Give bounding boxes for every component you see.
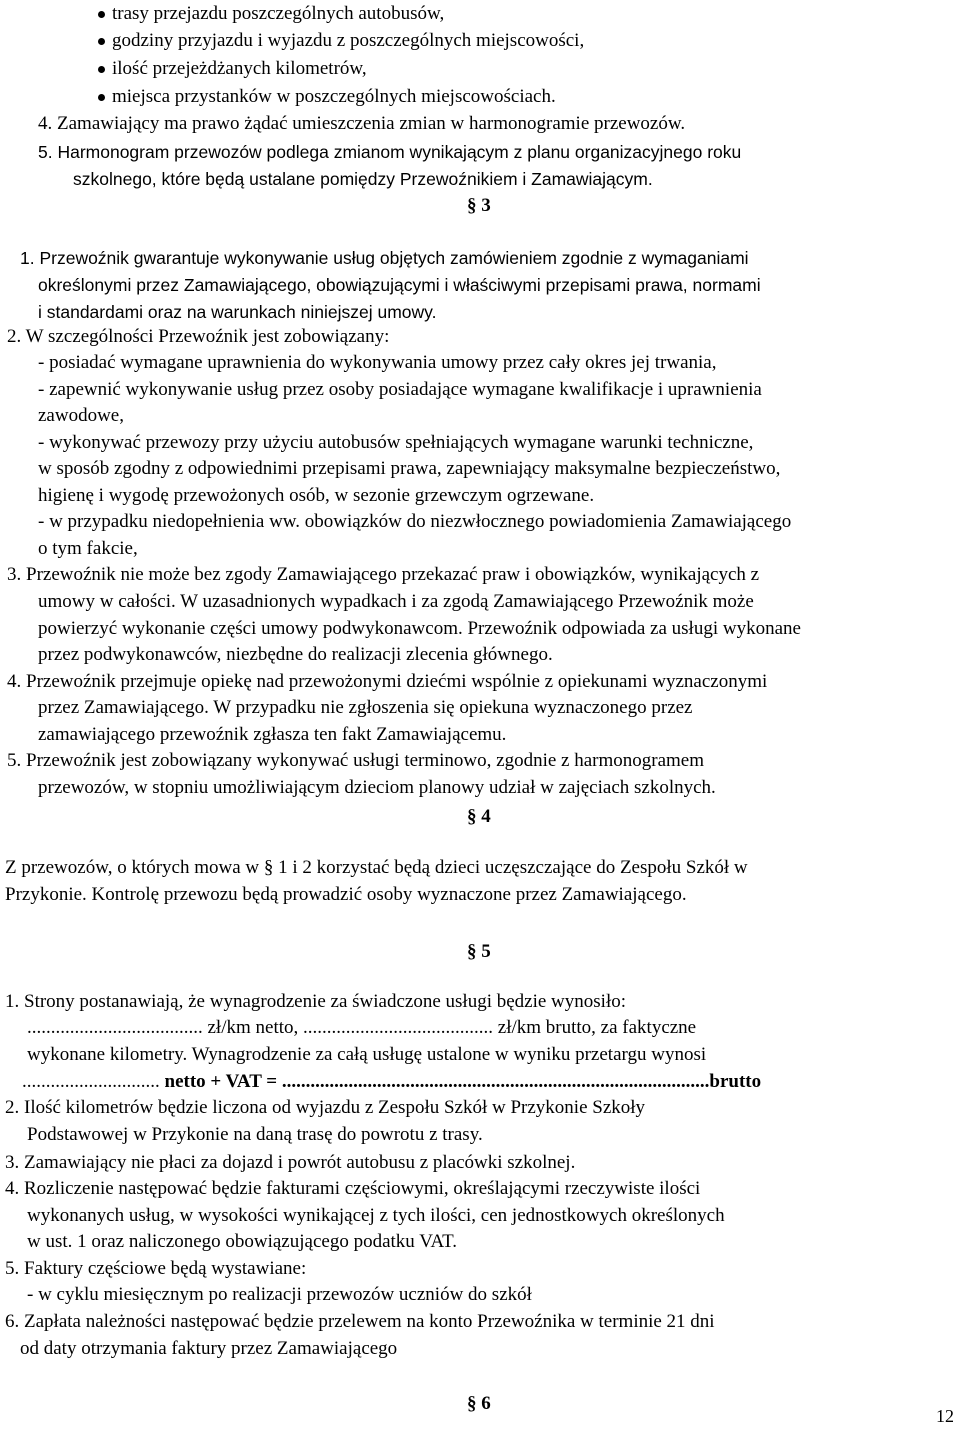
paragraph-line: - posiadać wymagane uprawnienia do wykonywania umowy przez cały okres jej trwania, [38, 352, 717, 373]
paragraph-line: wykonanych usług, w wysokości wynikającej z tych ilości, cen jednostkowych określonych [27, 1205, 725, 1226]
netto-vat-label: netto + VAT = [159, 1071, 282, 1092]
paragraph-line: od daty otrzymania faktury przez Zamawiającego [20, 1338, 398, 1359]
section-heading: § 5 [467, 941, 491, 962]
paragraph-line: 1. Strony postanawiają, że wynagrodzenie za świadczone usługi będzie wynosiło: [5, 991, 627, 1012]
paragraph-line: przewozów, w stopniu umożliwiającym dzieciom planowy udział w zajęciach szkolnych. [38, 777, 716, 798]
paragraph-line: 5. Harmonogram przewozów podlega zmianom wynikającym z planu organizacyjnego roku [38, 142, 742, 162]
paragraph-line: w sposób zgodny z odpowiednimi przepisami prawa, zapewniający maksymalne bezpieczeństwo, [38, 458, 781, 479]
paragraph-line: Podstawowej w Przykonie na daną trasę do powrotu z trasy. [27, 1124, 483, 1145]
paragraph-line: przez Zamawiającego. W przypadku nie zgłoszenia się opiekuna wyznaczonego przez [38, 697, 693, 718]
paragraph-line: higienę i wygodę przewożonych osób, w sezonie grzewczym ogrzewane. [38, 485, 595, 506]
paragraph-line: 2. W szczególności Przewoźnik jest zobowiązany: [7, 326, 390, 347]
paragraph-line: powierzyć wykonanie części umowy podwykonawcom. Przewoźnik odpowiada za usługi wykonane [38, 618, 801, 639]
paragraph-line: 5. Przewoźnik jest zobowiązany wykonywać usługi terminowo, zgodnie z harmonogramem [7, 750, 705, 771]
paragraph-line: o tym fakcie, [38, 538, 138, 559]
paragraph-line: szkolnego, które będą ustalane pomiędzy Przewoźnikiem i Zamawiającym. [73, 169, 653, 189]
page-number: 12 [936, 1406, 954, 1426]
paragraph-line: - zapewnić wykonywanie usług przez osoby posiadające wymagane kwalifikacje i uprawnienia [38, 379, 762, 400]
paragraph-line: 4. Rozliczenie następować będzie fakturami częściowymi, określającymi rzeczywiste ilości [5, 1178, 701, 1199]
paragraph-line: - w cyklu miesięcznym po realizacji przewozów uczniów do szkół [27, 1284, 532, 1305]
bullet-item: miejsca przystanków w poszczególnych miejscowościach. [112, 86, 556, 107]
paragraph-line: zawodowe, [38, 405, 124, 426]
paragraph-line: Z przewozów, o których mowa w § 1 i 2 korzystać będą dzieci uczęszczające do Zespołu Szkół w [5, 857, 748, 878]
paragraph-line: 2. Ilość kilometrów będzie liczona od wyjazdu z Zespołu Szkół w Przykonie Szkoły [5, 1097, 646, 1118]
paragraph-line: 4. Zamawiający ma prawo żądać umieszczenia zmian w harmonogramie przewozów. [38, 113, 686, 134]
brutto-placeholder: ..........................................................................................brutto [281, 1071, 762, 1092]
section-heading: § 4 [467, 806, 491, 827]
paragraph-line: określonymi przez Zamawiającego, obowiązującymi i właściwymi przepisami prawa, normami [38, 275, 761, 295]
paragraph-line: 3. Przewoźnik nie może bez zgody Zamawiającego przekazać praw i obowiązków, wynikających z [7, 564, 760, 585]
paragraph-line: 1. Przewoźnik gwarantuje wykonywanie usług objętych zamówieniem zgodnie z wymaganiami [20, 248, 749, 268]
paragraph-line: - w przypadku niedopełnienia ww. obowiązków do niezwłocznego powiadomienia Zamawiającego [38, 511, 792, 532]
paragraph-line: - wykonywać przewozy przy użyciu autobusów spełniających wymagane warunki techniczne, [38, 432, 754, 453]
paragraph-line: zamawiającego przewoźnik zgłasza ten fakt Zamawiającemu. [38, 724, 507, 745]
paragraph-line: przez podwykonawców, niezbędne do realizacji zlecenia głównego. [38, 644, 553, 665]
paragraph-line: Przykonie. Kontrolę przewozu będą prowadzić osoby wyznaczone przez Zamawiającego. [5, 884, 687, 905]
section-heading: § 3 [467, 195, 491, 216]
paragraph-line: wykonane kilometry. Wynagrodzenie za całą usługę ustalone w wyniku przetargu wynosi [27, 1044, 707, 1065]
paragraph-line: 4. Przewoźnik przejmuje opiekę nad przewożonymi dziećmi wspólnie z opiekunami wyznaczonymi [7, 671, 768, 692]
paragraph-line: ..................................... zł/km netto, ........................................ zł/km brutto, za faktyczne [27, 1017, 697, 1038]
paragraph-line: 5. Faktury częściowe będą wystawiane: [5, 1258, 307, 1279]
paragraph-line: 6. Zapłata należności następować będzie przelewem na konto Przewoźnika w terminie 21 dni [5, 1311, 715, 1332]
section-heading: § 6 [467, 1393, 491, 1414]
paragraph-line: i standardami oraz na warunkach niniejszej umowy. [38, 302, 437, 322]
paragraph-line: 3. Zamawiający nie płaci za dojazd i powrót autobusu z placówki szkolnej. [5, 1152, 576, 1173]
paragraph-line [22, 1070, 761, 1094]
bullet-item: trasy przejazdu poszczególnych autobusów, [112, 3, 445, 24]
paragraph-line: umowy w całości. W uzasadnionych wypadkach i za zgodą Zamawiającego Przewoźnik może [38, 591, 754, 612]
paragraph-line: w ust. 1 oraz naliczonego obowiązującego podatku VAT. [27, 1231, 458, 1252]
bullet-item: godziny przyjazdu i wyjazdu z poszczególnych miejscowości, [112, 30, 585, 51]
bullet-item: ilość przejeżdżanych kilometrów, [112, 58, 367, 79]
amount-placeholder: ............................. [22, 1071, 160, 1092]
